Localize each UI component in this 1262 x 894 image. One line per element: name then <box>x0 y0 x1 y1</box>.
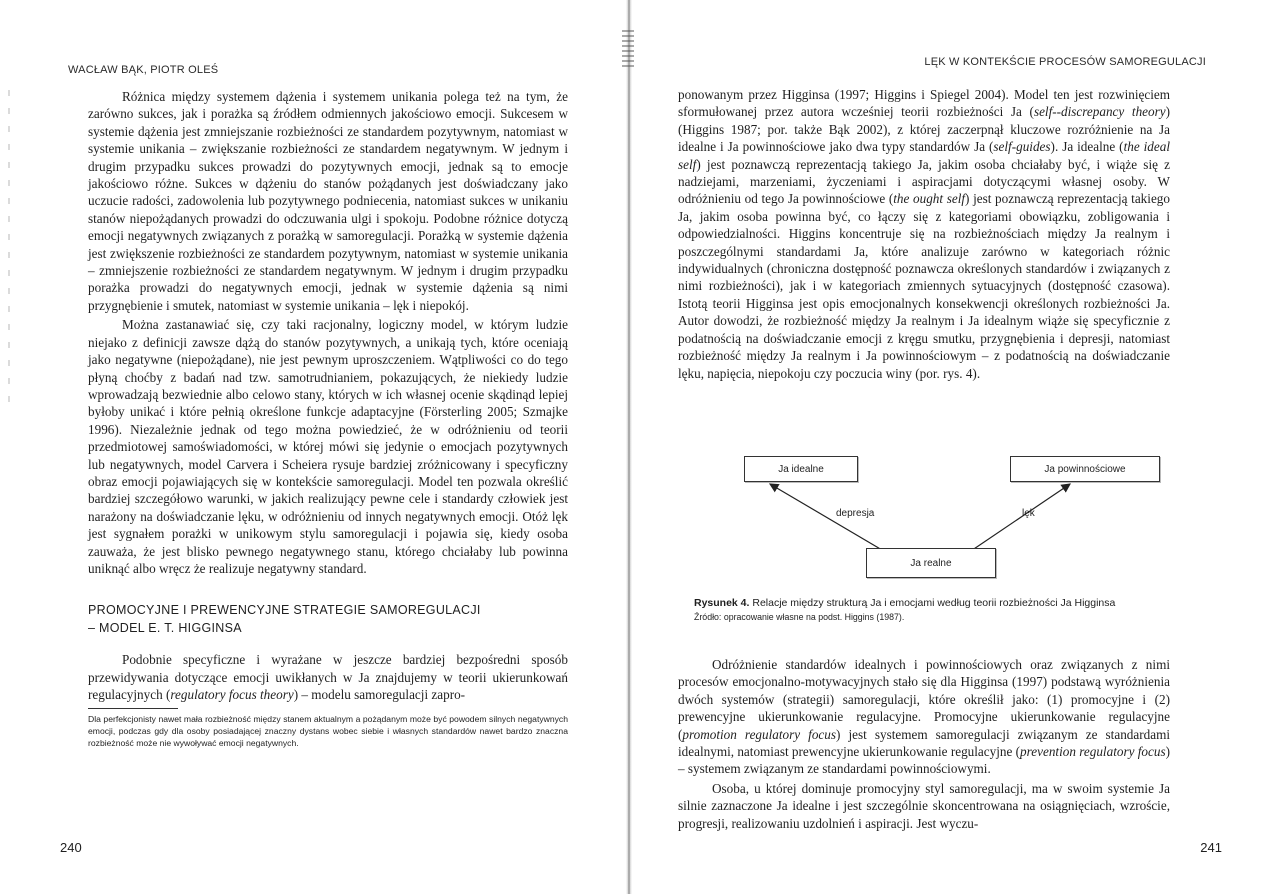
running-head-right: LĘK W KONTEKŚCIE PROCESÓW SAMOREGULACJI <box>924 56 1206 68</box>
left-p3-text-b: ) – modelu samoregulacji zapro- <box>293 687 466 703</box>
book-spine <box>626 0 632 894</box>
spine-artifact <box>622 30 634 70</box>
right-p1-a: ponowanym przez Higginsa (1997; Higgins i Spiegel 2004). Model ten jest rozwinięciem sformułowanej przez autora wcześniej teorii rozbieżności Ja ( <box>678 87 1170 120</box>
running-head-left: WACŁAW BĄK, PIOTR OLEŚ <box>68 64 219 76</box>
page-number-right: 241 <box>1200 840 1222 855</box>
arrow-real-to-ideal <box>770 484 894 557</box>
left-paragraph-2: Można zastanawiać się, czy taki racjonalny, logiczny model, w którym ludzie niejako z definicji zawsze dążą do stanów pozytywnych, a unikają tych, które oceniają jako negatywne (niepożądane), nie jest pewnym uproszczeniem. Wątpliwości co do tego płyną choćby z badań nad tzw. samotrudnianiem, pokazujących, że niekiedy ludzie wprowadzają bezwiednie albo celowo stany, których w ich własnej ocenie skądinąd lepiej byłoby unikać i które pełnią określone funkcje adaptacyjne (Försterling 2005; Szmajke 1996). Niezależnie jednak od tego można powiedzieć, że w odróżnieniu od teorii przedmiotowej samoświadomości, w której mówi się jedynie o emocjach pozytywnych lub negatywnych, model Carvera i Scheiera rysuje bardziej zróżnicowany i specyficzny obraz emocji pojawiających się w kontekście samoregulacji. Model ten pozwala określić bardziej szczegółowo warunki, w jakich realizujący pewne cele i standardy człowiek jest narażony na doświadczanie lęku, w odróżnieniu od innych negatywnych emocji. Otóż lęk jest sygnałem porażki w unikowym stylu samoregulacji i pojawia się, kiedy osoba zauważa, że jest blisko pewnego negatywnego stanu, którego chciałaby lub powinna uniknąć albo wręcz że realizuje negatywny standard. <box>88 317 568 576</box>
box-ought-self: Ja powinnościowe <box>1010 456 1160 482</box>
figure-caption <box>694 596 1184 624</box>
right-p2-em2: prevention regulatory focus <box>1020 744 1166 760</box>
left-page <box>0 0 628 894</box>
right-paragraph-2 <box>678 656 1170 778</box>
right-text-column-top <box>678 86 1170 384</box>
right-p1-em3: the ideal self <box>678 139 1170 172</box>
page-number-left: 240 <box>60 840 82 855</box>
right-p1-em4: the ought self <box>893 191 966 207</box>
label-depression: depresja <box>836 508 875 519</box>
left-p3-text-a: Podobnie specyficzne i wyrażane w jeszcze bardziej bezpośredni sposób przewidywania dotyczące emocji uwikłanych w Ja znajdujemy w teorii ukierunkowań regulacyjnych ( <box>88 652 568 703</box>
box-real-self: Ja realne <box>866 548 996 578</box>
right-text-column-bottom <box>678 656 1170 834</box>
arrow-real-to-ought <box>962 484 1070 557</box>
caption-figure-number: Rysunek 4. <box>694 597 750 609</box>
right-page <box>634 0 1262 894</box>
section-title <box>88 601 568 637</box>
left-paragraph-3 <box>88 651 568 703</box>
left-text-column <box>88 88 568 751</box>
footnote-separator <box>88 708 178 709</box>
right-p1-c: ). Ja idealne ( <box>1050 139 1124 155</box>
section-title-line-2: – MODEL E. T. HIGGINSA <box>88 621 242 636</box>
right-p1-em1: self--discrepancy theory <box>1033 104 1166 120</box>
footnote: Dla perfekcjonisty nawet mała rozbieżność między stanem aktualnym a pożądanym może być powodem silnych negatywnych emocji, podczas gdy dla osoby posiadającej znaczny dystans wobec siebie i własnych standardów nawet bardzo znaczna rozbieżność może nie wywoływać emocji negatywnych. <box>88 713 568 748</box>
right-p1-e: ) jest poznawczą reprezentacją takiego Ja, jakim osoba powinna być, co łączy się z kategoriami obowiązku, zobligowania i odpowiedzialności. Higgins koncentruje się na rozbieżnościach między Ja realnym i poszczególnymi standardami Ja, które analizuje zarówno w kategoriach różnic indywidualnych (chroniczna dostępność poznawcza określonych standardów i związanych z nimi rozbieżności), jak i w kategoriach zmiennych sytuacyjnych (dostępność czasowa). Istotą teorii Higginsa jest opis emocjonalnych konsekwencji określonych rozbieżności Ja. Autor dowodzi, że rozbieżność między Ja realnym i Ja idealnym wiąże się specyficznie z podatnością na doświadczanie emocji z kręgu smutku, przygnębienia i depresji, natomiast rozbieżność między Ja realnym i Ja powinnościowym – z podatnością na doświadczanie lęku, napięcia, niepokoju czy poczucia winy (por. rys. 4). <box>678 191 1170 381</box>
left-paragraph-1: Różnica między systemem dążenia i systemem unikania polega też na tym, że zarówno sukces, jak i porażka są źródłem odmiennych jakościowo emocji. Sukcesem w systemie dążenia jest zmniejszanie rozbieżności ze standardem pozytywnym, natomiast w systemie unikania – zwiększanie rozbieżności ze standardem negatywnym. W jednym i drugim przypadku sukces prowadzi do pozytywnych emocji, jednak są to emocje jakościowo różne. Sukces w dążeniu do stanów pożądanych jest doświadczany jako uczucie radości, zadowolenia lub pozytywnego podniecenia, natomiast sukces w unikaniu stanów niepożądanych prowadzi do odczuwania ulgi i spokoju. Podobne różnice dotyczą emocji negatywnych związanych z porażką w samoregulacji. Porażką w systemie dążenia jest zwiększenie rozbieżności ze standardem pozytywnym, natomiast w systemie unikania – zmniejszenie rozbieżności ze standardem negatywnym. W jednym i drugim przypadku porażka prowadzi do negatywnych emocji, jednak w systemie dążenia są nimi przygnębienie i smutek, natomiast w systemie unikania – lęk i niepokój. <box>88 89 568 313</box>
right-p1-em2: self-guides <box>993 139 1051 155</box>
right-p2-em1: promotion regulatory focus <box>682 726 837 742</box>
label-anxiety: lęk <box>1022 508 1035 519</box>
right-p1-d: ) jest poznawczą reprezentacją takiego Ja, jakim osoba chciałaby być, i wiąże się z nadziejami, marzeniami, życzeniami i aspiracjami dotyczącymi własnej osoby. W odróżnieniu od tego Ja powinnościowe ( <box>678 156 1170 207</box>
figure-4-diagram <box>744 450 1164 590</box>
right-paragraph-3: Osoba, u której dominuje promocyjny styl samoregulacji, ma w swoim systemie Ja silnie zaznaczone Ja idealne i jest szczególnie skoncentrowana na osiągnięciach, wzroście, progresji, realizowaniu uzdolnień i aspiracji. Jest wyczu- <box>678 780 1170 831</box>
right-p1-b: ) (Higgins 1987; por. także Bąk 2002), z której zaczerpnął kluczowe rozróżnienie na Ja idealne i Ja powinnościowe jako dwa typy standardów Ja ( <box>678 104 1170 155</box>
caption-text: Relacje między strukturą Ja i emocjami według teorii rozbieżności Ja Higginsa <box>749 597 1116 609</box>
left-p3-italic: regulatory focus theory <box>170 687 294 703</box>
right-p2-c: ) – systemem związanym ze standardami powinnościowymi. <box>678 744 1170 777</box>
box-ideal-self: Ja idealne <box>744 456 858 482</box>
caption-source: Źródło: opracowanie własne na podst. Higgins (1987). <box>694 612 905 622</box>
section-title-line-1: PROMOCYJNE I PREWENCYJNE STRATEGIE SAMOREGULACJI <box>88 603 481 618</box>
right-p2-a: Odróżnienie standardów idealnych i powinnościowych oraz związanych z nimi procesów emocjonalno-motywacyjnych stało się dla Higginsa (1997) podstawą wyróżnienia dwóch systemów (strategii) samoregulacji, które określił jako: (1) promocyjne i (2) prewencyjne ukierunkowanie regulacyjne. Promocyjne ukierunkowanie regulacyjne ( <box>678 657 1170 742</box>
right-p2-b: ) jest systemem samoregulacji związanym ze standardami idealnymi, natomiast prewencyjne ukierunkowanie regulacyjne ( <box>678 726 1170 760</box>
right-paragraph-1 <box>678 86 1170 382</box>
